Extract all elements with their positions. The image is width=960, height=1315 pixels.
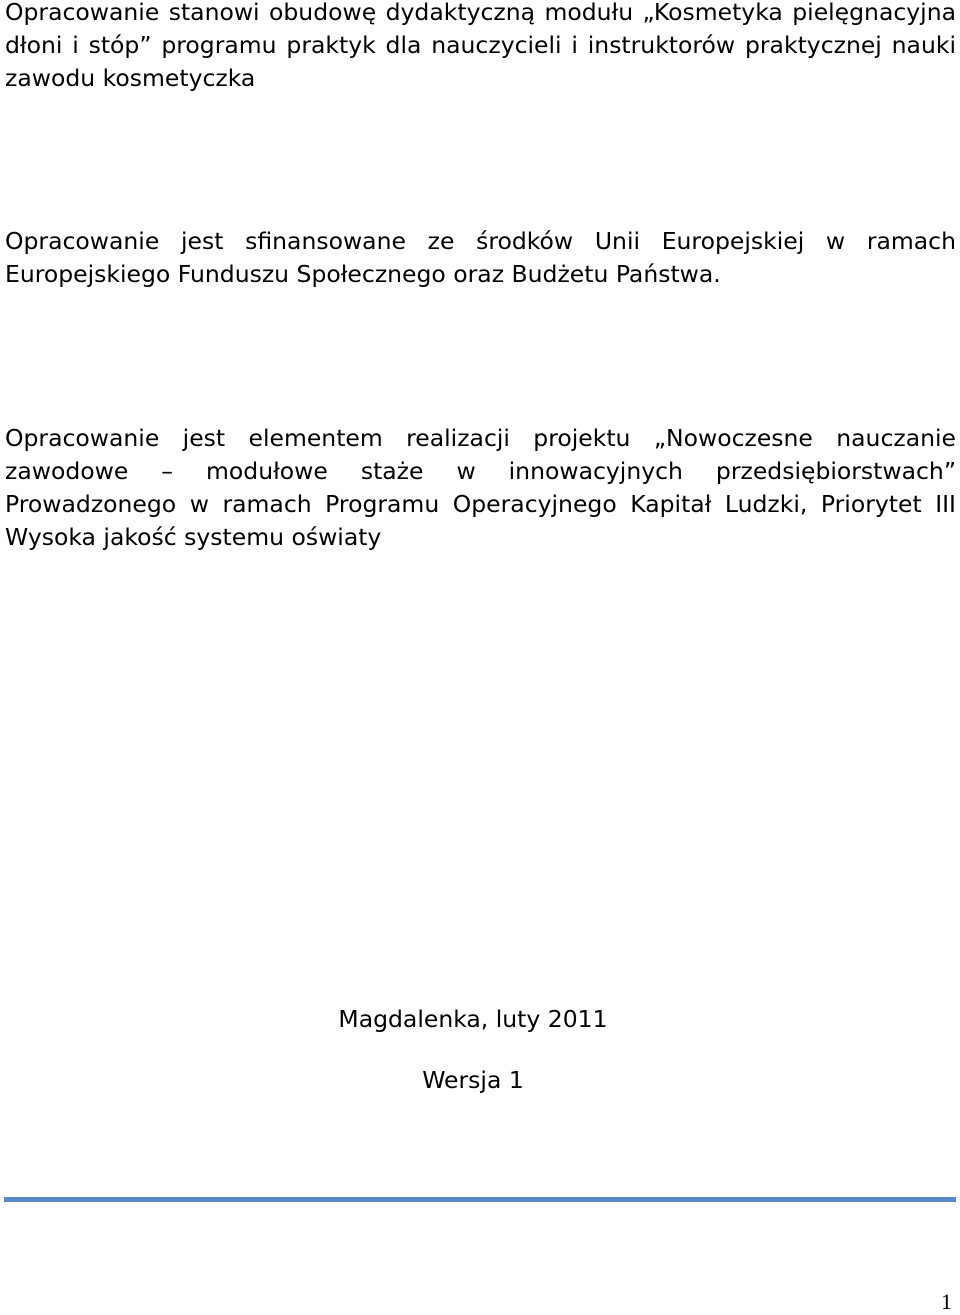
intro-paragraph: Opracowanie stanowi obudowę dydaktyczną modułu „Kosmetyka pielęgnacyjna dłoni i stóp” programu praktyk dla nauczycieli i instruktorów praktycznej nauki zawodu kosmetyczka <box>5 0 956 92</box>
version-label: Wersja 1 <box>422 1066 524 1094</box>
page-number: 1 <box>941 1289 952 1314</box>
footer-divider <box>4 1197 956 1202</box>
project-paragraph: Opracowanie jest elementem realizacji projektu „Nowoczesne nauczanie zawodowe – modułowe staże w innowacyjnych przedsiębiorstwach” Prowadzonego w ramach Programu Operacyjnego Kapitał Ludzki, Priorytet III Wysoka jakość systemu oświaty <box>5 424 956 551</box>
place-date: Magdalenka, luty 2011 <box>338 1005 608 1033</box>
funding-paragraph: Opracowanie jest sfinansowane ze środków Unii Europejskiej w ramach Europejskiego Funduszu Społecznego oraz Budżetu Państwa. <box>5 227 956 288</box>
